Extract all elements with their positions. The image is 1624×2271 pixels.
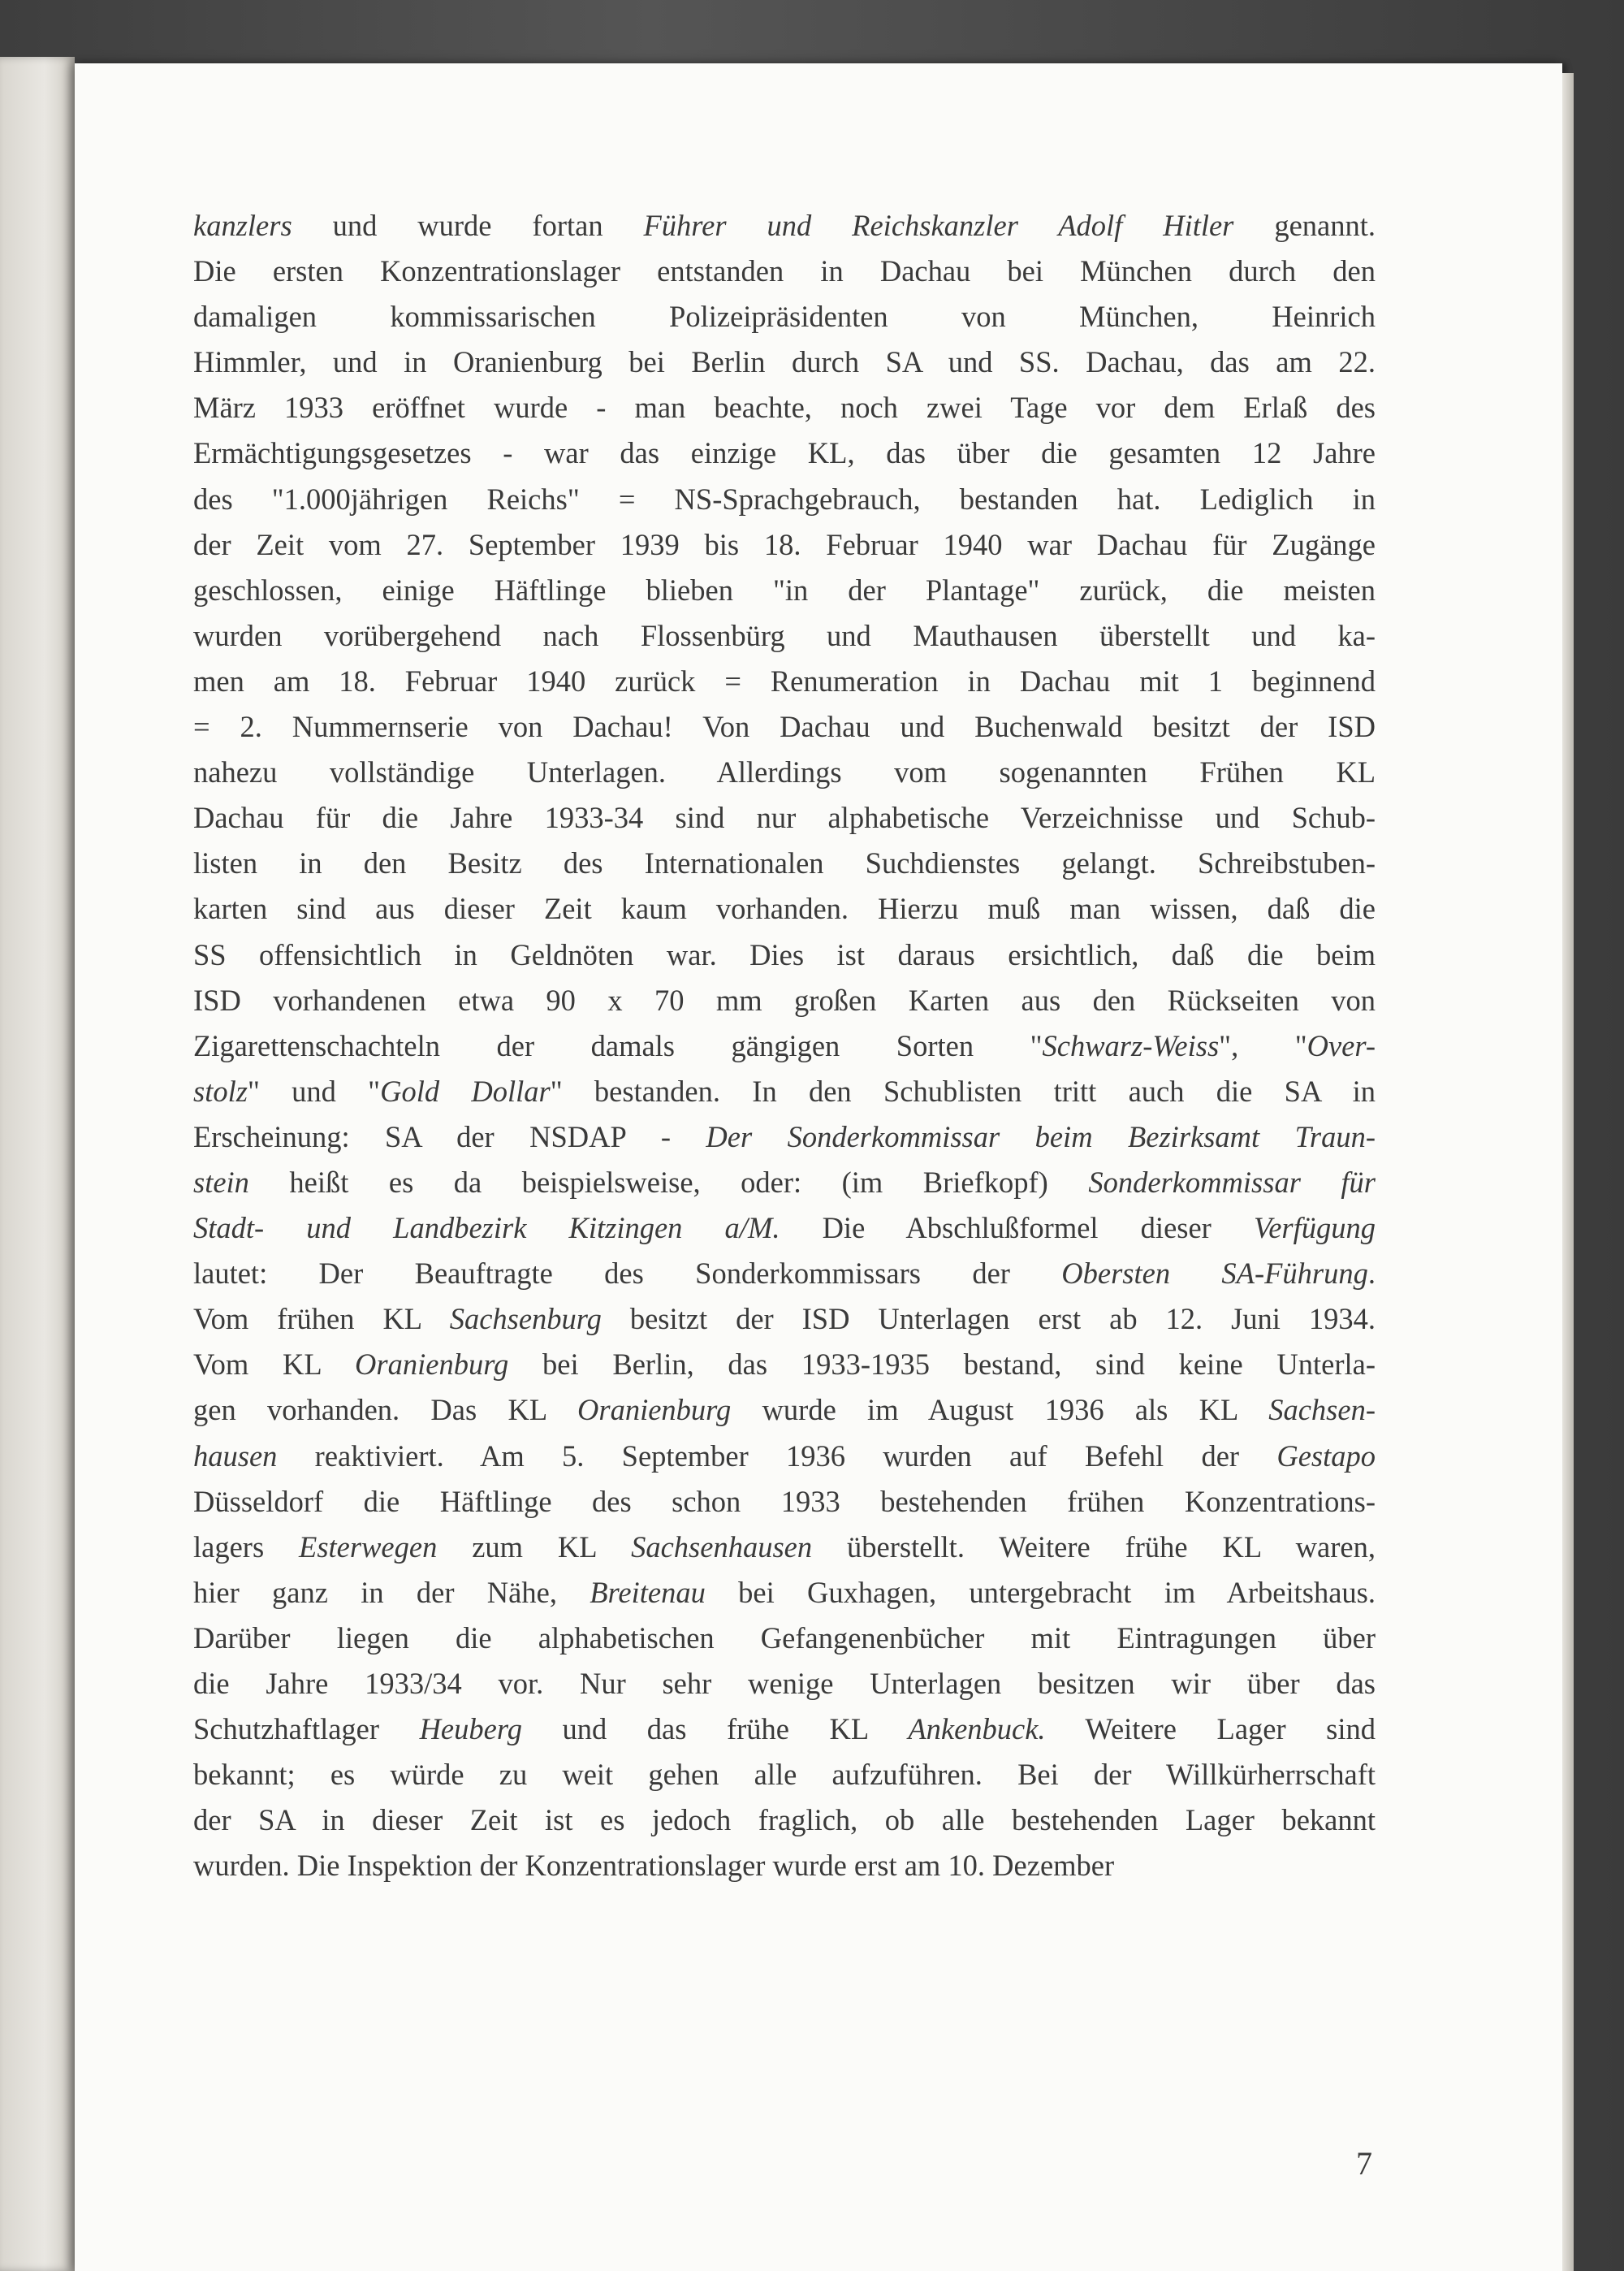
- text-line: [193, 1069, 1376, 1114]
- italic-text: Obersten SA-Führung: [1061, 1257, 1368, 1291]
- text-line: [193, 340, 1376, 385]
- italic-text: Sachsen-: [1268, 1393, 1376, 1427]
- text-segment: wurden. Die Inspektion der Konzentrationslager wurde erst am 10. Dezember: [193, 1849, 1115, 1883]
- italic-text: Schwarz-Weiss: [1042, 1028, 1220, 1062]
- text-segment: des "1.000jährigen Reichs" = NS-Sprachgebrauch, bestanden hat. Lediglich in: [193, 482, 1376, 516]
- text-segment: = 2. Nummernserie von Dachau! Von Dachau und Buchenwald besitzt der ISD: [193, 710, 1376, 744]
- italic-text: Sachsenhausen: [631, 1529, 813, 1564]
- text-segment: Weitere Lager sind: [1045, 1712, 1376, 1746]
- text-line: [193, 385, 1376, 430]
- italic-text: Führer und Reichskanzler Adolf Hitler: [643, 209, 1234, 242]
- text-line: [193, 203, 1376, 249]
- text-segment: ", ": [1219, 1028, 1307, 1062]
- text-segment: Schutzhaftlager: [193, 1712, 420, 1746]
- text-segment: Ermächtigungsgesetzes - war das einzige KL, das über die gesamten 12 Jahre: [193, 436, 1376, 470]
- text-segment: " und ": [247, 1074, 381, 1108]
- text-line: [193, 1752, 1376, 1797]
- italic-text: Der Sonderkommissar beim Bezirksamt Traun-: [706, 1119, 1376, 1153]
- text-line: [193, 1205, 1376, 1251]
- text-segment: reaktiviert. Am 5. September 1936 wurden auf Befehl der: [277, 1438, 1277, 1473]
- text-segment: gen vorhanden. Das KL: [193, 1393, 578, 1427]
- text-line: [193, 659, 1376, 704]
- text-line: [193, 1160, 1376, 1205]
- text-segment: und wurde fortan: [292, 209, 644, 242]
- text-segment: und das frühe KL: [521, 1712, 909, 1746]
- text-line: [193, 704, 1376, 750]
- text-line: [193, 1525, 1376, 1570]
- text-segment: Erscheinung: SA der NSDAP -: [193, 1119, 706, 1153]
- text-segment: wurden vorübergehend nach Flossenbürg und Mauthausen überstellt und ka-: [193, 618, 1376, 652]
- text-line: [193, 1570, 1376, 1616]
- text-segment: Dachau für die Jahre 1933-34 sind nur alphabetische Verzeichnisse und Schub-: [193, 801, 1376, 835]
- text-line: [193, 613, 1376, 659]
- italic-text: Verfügung: [1253, 1211, 1376, 1245]
- italic-text: Heuberg: [419, 1712, 522, 1746]
- italic-text: Ankenbuck.: [908, 1712, 1046, 1746]
- text-segment: der Zeit vom 27. September 1939 bis 18. Februar 1940 war Dachau für Zugänge: [193, 527, 1376, 561]
- text-segment: lautet: Der Beauftragte des Sonderkommissars der: [193, 1257, 1062, 1291]
- text-segment: wurde im August 1936 als KL: [731, 1393, 1269, 1427]
- text-segment: besitzt der ISD Unterlagen erst ab 12. Juni 1934.: [601, 1302, 1376, 1336]
- text-segment: Düsseldorf die Häftlinge des schon 1933 bestehenden frühen Konzentrations-: [193, 1484, 1376, 1518]
- text-segment: karten sind aus dieser Zeit kaum vorhanden. Hierzu muß man wissen, daß die: [193, 892, 1376, 926]
- text-segment: heißt es da beispielsweise, oder: (im Briefkopf): [248, 1165, 1089, 1199]
- text-segment: Himmler, und in Oranienburg bei Berlin durch SA und SS. Dachau, das am 22.: [193, 345, 1376, 379]
- text-line: [193, 932, 1376, 978]
- text-segment: genannt.: [1233, 209, 1376, 242]
- text-segment: Die Abschlußformel dieser: [780, 1211, 1254, 1245]
- text-line: [193, 1661, 1376, 1706]
- text-segment: lagers: [193, 1529, 300, 1564]
- text-line: [193, 1251, 1376, 1296]
- left-page-edge: [0, 57, 75, 2271]
- text-segment: hier ganz in der Nähe,: [193, 1575, 590, 1609]
- text-line: [193, 1387, 1376, 1433]
- text-line: [193, 1296, 1376, 1342]
- text-line: [193, 568, 1376, 613]
- text-line: [193, 1843, 1376, 1888]
- text-segment: März 1933 eröffnet wurde - man beachte, noch zwei Tage vor dem Erlaß des: [193, 391, 1376, 425]
- text-line: [193, 1479, 1376, 1525]
- text-segment: ISD vorhandenen etwa 90 x 70 mm großen Karten aus den Rückseiten von: [193, 983, 1376, 1017]
- text-line: [193, 1616, 1376, 1661]
- italic-text: kanzlers: [193, 209, 292, 242]
- text-segment: geschlossen, einige Häftlinge blieben "in der Plantage" zurück, die meisten: [193, 573, 1376, 607]
- italic-text: Breitenau: [590, 1575, 706, 1609]
- italic-text: Gestapo: [1276, 1438, 1376, 1473]
- italic-text: Over-: [1307, 1028, 1376, 1062]
- text-segment: überstellt. Weitere frühe KL waren,: [812, 1529, 1376, 1564]
- text-segment: listen in den Besitz des Internationalen Suchdienstes gelangt. Schreibstuben-: [193, 846, 1376, 880]
- body-text: [193, 203, 1376, 1888]
- text-segment: zum KL: [437, 1529, 632, 1564]
- text-line: [193, 795, 1376, 841]
- text-segment: " bestanden. In den Schublisten tritt auch die SA in: [550, 1074, 1376, 1108]
- italic-text: stolz: [193, 1074, 248, 1108]
- text-line: [193, 477, 1376, 522]
- italic-text: stein: [193, 1165, 249, 1199]
- text-line: [193, 978, 1376, 1023]
- text-segment: Darüber liegen die alphabetischen Gefangenenbücher mit Eintragungen über: [193, 1620, 1376, 1655]
- italic-text: Oranienburg: [577, 1393, 732, 1427]
- italic-text: Gold Dollar: [380, 1074, 551, 1108]
- text-line: [193, 1706, 1376, 1752]
- text-segment: damaligen kommissarischen Polizeipräsidenten von München, Heinrich: [193, 300, 1376, 334]
- text-segment: die Jahre 1933/34 vor. Nur sehr wenige Unterlagen besitzen wir über das: [193, 1667, 1376, 1700]
- text-line: [193, 249, 1376, 294]
- text-line: [193, 1797, 1376, 1843]
- text-line: [193, 294, 1376, 340]
- text-line: [193, 1114, 1376, 1160]
- page-right-edge: [1562, 73, 1574, 2271]
- italic-text: Stadt- und Landbezirk Kitzingen a/M.: [193, 1211, 780, 1245]
- text-segment: Zigarettenschachteln der damals gängigen Sorten ": [193, 1028, 1043, 1062]
- text-segment: SS offensichtlich in Geldnöten war. Dies ist daraus ersichtlich, daß die beim: [193, 937, 1376, 971]
- italic-text: Esterwegen: [299, 1529, 438, 1564]
- text-line: [193, 841, 1376, 886]
- text-line: [193, 1434, 1376, 1479]
- text-segment: nahezu vollständige Unterlagen. Allerdings vom sogenannten Frühen KL: [193, 755, 1376, 789]
- text-segment: .: [1367, 1257, 1376, 1291]
- text-line: [193, 522, 1376, 568]
- text-segment: bekannt; es würde zu weit gehen alle aufzuführen. Bei der Willkürherrschaft: [193, 1758, 1376, 1792]
- text-segment: men am 18. Februar 1940 zurück = Renumeration in Dachau mit 1 beginnend: [193, 664, 1376, 698]
- text-segment: bei Guxhagen, untergebracht im Arbeitshaus.: [705, 1575, 1376, 1609]
- text-segment: Vom KL: [193, 1347, 356, 1382]
- text-segment: Vom frühen KL: [193, 1302, 450, 1336]
- text-line: [193, 430, 1376, 476]
- italic-text: Sonderkommissar für: [1088, 1165, 1376, 1199]
- text-line: [193, 1023, 1376, 1069]
- text-line: [193, 1342, 1376, 1387]
- text-line: [193, 886, 1376, 932]
- text-line: [193, 750, 1376, 795]
- page-number: 7: [1356, 2145, 1372, 2182]
- italic-text: hausen: [193, 1438, 278, 1473]
- italic-text: Oranienburg: [355, 1347, 509, 1382]
- text-segment: der SA in dieser Zeit ist es jedoch fraglich, ob alle bestehenden Lager bekannt: [193, 1803, 1376, 1837]
- text-segment: bei Berlin, das 1933-1935 bestand, sind keine Unterla-: [508, 1347, 1376, 1382]
- italic-text: Sachsenburg: [449, 1302, 602, 1336]
- text-segment: Die ersten Konzentrationslager entstanden in Dachau bei München durch den: [193, 254, 1376, 288]
